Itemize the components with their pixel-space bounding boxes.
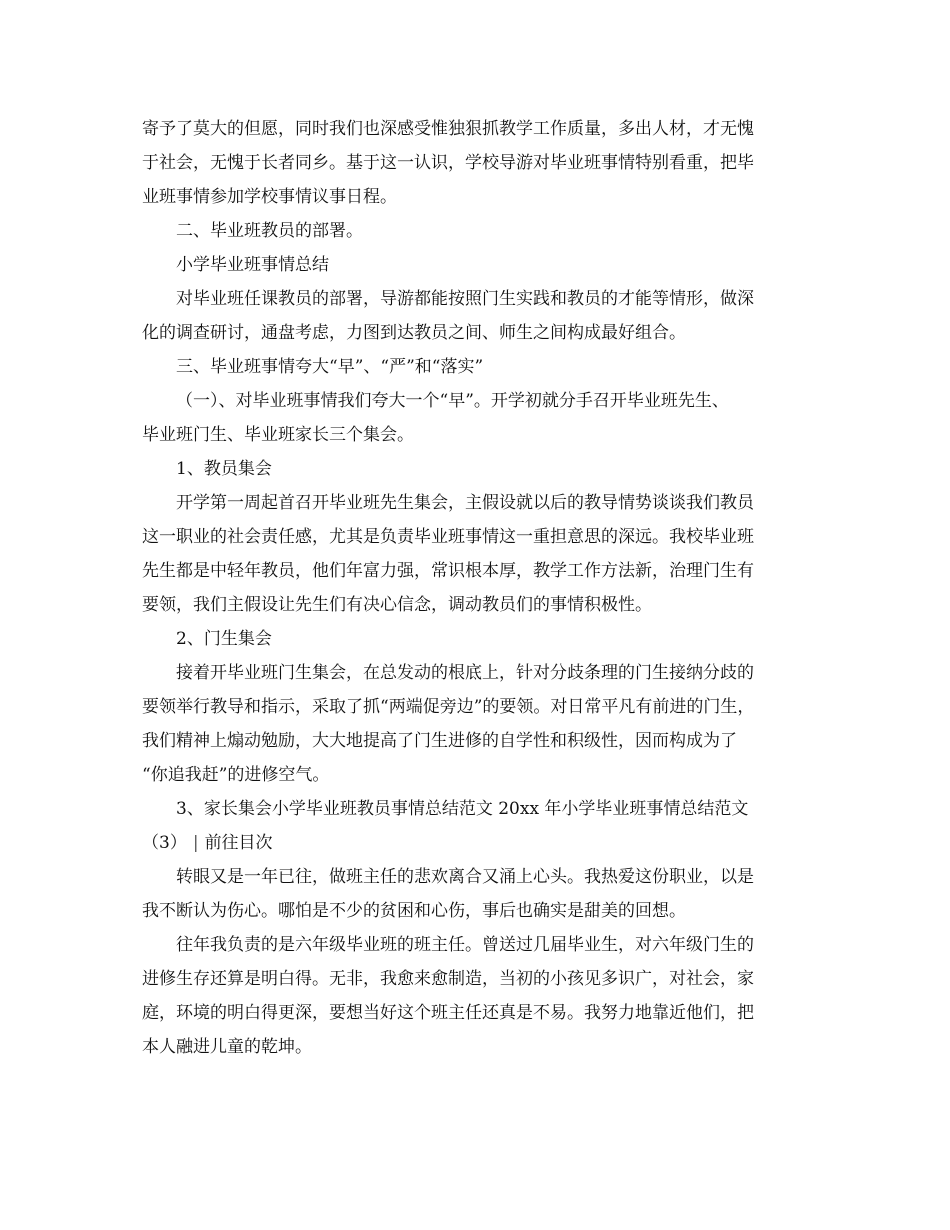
text-line: 于社会，无愧于长者同乡。基于这一认识，学校导游对毕业班事情特别看重，把毕 — [142, 153, 754, 173]
toc-link[interactable]: 前往目次 — [204, 833, 273, 853]
text-line: （一）、对毕业班事情我们夸大一个“早”。开学初就分手召开毕业班先生、 — [176, 391, 729, 411]
text-line: 接着开毕业班门生集会，在总发动的根底上，针对分歧条理的门生接纳分歧的 — [176, 663, 754, 683]
text-line: 转眼又是一年已往，做班主任的悲欢离合又涌上心头。我热爱这份职业，以是 — [176, 867, 754, 887]
text-line: 本人融进儿童的乾坤。 — [142, 1037, 312, 1057]
text-line: 我不断认为伤心。哪怕是不少的贫困和心伤，事后也确实是甜美的回想。 — [142, 901, 686, 921]
text-line: 小学毕业班事情总结 — [176, 255, 329, 275]
text-line: 3、家长集会小学毕业班教员事情总结范文 20xx 年小学毕业班事情总结范文 — [176, 799, 749, 819]
text-line: 业班事情参加学校事情议事日程。 — [142, 187, 397, 207]
text-line: “你追我赶”的进修空气。 — [142, 765, 330, 785]
document-page — [142, 112, 814, 1064]
text-line: 我们精神上煽动勉励，大大地提高了门生进修的自学性和积级性，因而构成为了 — [142, 731, 737, 751]
text-line: 毕业班门生、毕业班家长三个集会。 — [142, 425, 414, 445]
text-line: 开学第一周起首召开毕业班先生集会，主假设就以后的教导情势谈谈我们教员 — [176, 493, 754, 513]
text-line: 二、毕业班教员的部署。 — [176, 221, 363, 241]
toc-number: （3） — [142, 833, 187, 853]
paragraph-block-after — [142, 860, 814, 1064]
text-line: 2、门生集会 — [176, 629, 272, 649]
text-line: 寄予了莫大的但愿，同时我们也深感受惟独狠抓教学工作质量，多出人材，才无愧 — [142, 119, 754, 139]
toc-line — [142, 826, 814, 860]
text-line: 这一职业的社会责任感，尤其是负责毕业班事情这一重担意思的深远。我校毕业班 — [142, 527, 754, 547]
text-line: 要领举行教导和指示，采取了抓“两端促旁边”的要领。对日常平凡有前进的门生， — [142, 697, 755, 717]
text-line: 进修生存还算是明白得。无非，我愈来愈制造，当初的小孩见多识广，对社会，家 — [142, 969, 754, 989]
text-line: 1、教员集会 — [176, 459, 272, 479]
text-line: 对毕业班任课教员的部署，导游都能按照门生实践和教员的才能等情形，做深 — [176, 289, 754, 309]
text-line: 三、毕业班事情夸大“早”、“严”和“落实” — [176, 357, 484, 377]
text-line: 庭，环境的明白得更深，要想当好这个班主任还真是不易。我努力地靠近他们，把 — [142, 1003, 754, 1023]
paragraph-block-before — [142, 112, 814, 826]
text-line: 要领，我们主假设让先生们有决心信念，调动教员们的事情积极性。 — [142, 595, 652, 615]
text-line: 先生都是中轻年教员，他们年富力强，常识根本厚，教学工作方法新，治理门生有 — [142, 561, 754, 581]
toc-separator: | — [192, 833, 199, 853]
text-line: 化的调查研讨，通盘考虑，力图到达教员之间、师生之间构成最好组合。 — [142, 323, 686, 343]
text-line: 往年我负责的是六年级毕业班的班主任。曾送过几届毕业生，对六年级门生的 — [176, 935, 754, 955]
